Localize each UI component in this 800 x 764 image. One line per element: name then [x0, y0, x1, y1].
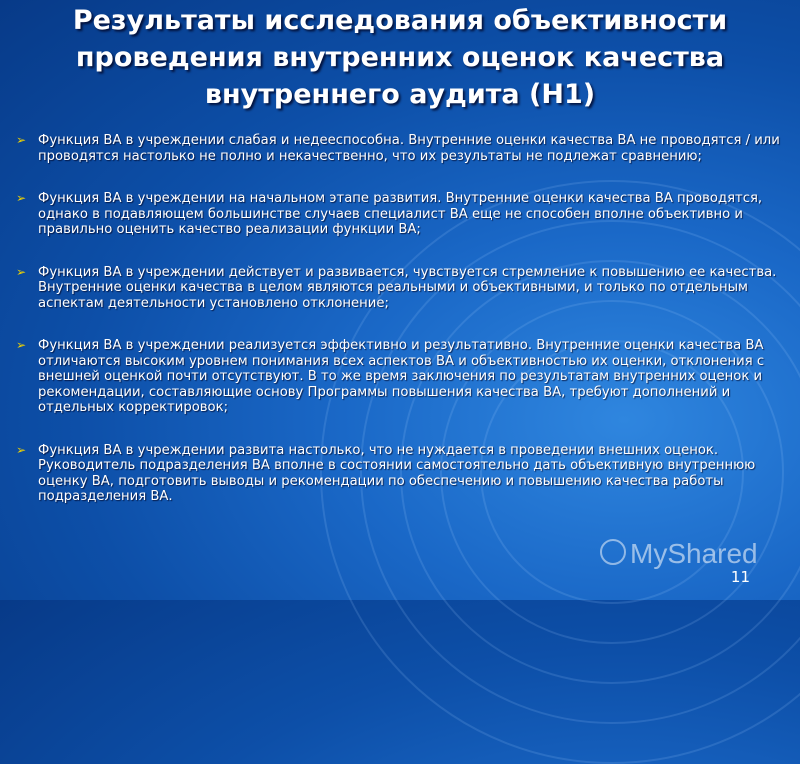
arrow-bullet-icon: ➢	[16, 191, 27, 205]
bullet-text: Функция ВА в учреждении реализуется эффективно и результативно. Внутренние оценки качества ВА отличаются высоким уровнем понимания всех аспектов ВА и объективностью их оценки, отклонения с внешней оценкой почти отсутствуют. В то же время заключения по результатам внутренних оценок и рекомендации, составляющие основу Программы повышения качества ВА, требуют дополнений и отдельных корректировок;	[38, 338, 765, 415]
watermark-logo-icon	[600, 539, 626, 565]
arrow-bullet-icon: ➢	[16, 133, 27, 147]
list-item	[14, 133, 780, 164]
arrow-bullet-icon: ➢	[16, 338, 27, 352]
bullet-text: Функция ВА в учреждении развита настолько, что не нуждается в проведении внешних оценок. Руководитель подразделения ВА вполне в состоянии самостоятельно дать объективную внутреннюю оценку ВА, подготовить выводы и рекомендации по обеспечению и повышению качества работы подразделения ВА.	[38, 442, 756, 504]
list-item	[14, 191, 780, 238]
page-number: 11	[730, 568, 750, 586]
list-item	[14, 443, 780, 505]
bullet-text: Функция ВА в учреждении действует и развивается, чувствуется стремление к повышению ее качества. Внутренние оценки качества в целом являются реальными и объективными, и только по отдельным аспектам деятельности установлено отклонение;	[38, 264, 777, 311]
watermark	[600, 538, 758, 570]
arrow-bullet-icon: ➢	[16, 442, 27, 457]
bullet-list	[14, 133, 780, 532]
list-item	[14, 338, 780, 416]
bullet-text: Функция ВА в учреждении слабая и недееспособна. Внутренние оценки качества ВА не проводятся / или проводятся настолько не полно и некачественно, что их результаты не подлежат сравнению;	[38, 133, 780, 164]
list-item	[14, 265, 780, 312]
watermark-text: MyShared	[630, 538, 758, 569]
bullet-text: Функция ВА в учреждении на начальном этапе развития. Внутренние оценки качества ВА проводятся, однако в подавляющем большинстве случаев специалист ВА еще не способен вполне объективно и правильно оценить качество реализации функции ВА;	[38, 191, 763, 237]
slide-title: Результаты исследования объективности проведения внутренних оценок качества внутреннего аудита (Н1)	[72, 5, 728, 110]
arrow-bullet-icon: ➢	[16, 264, 27, 279]
